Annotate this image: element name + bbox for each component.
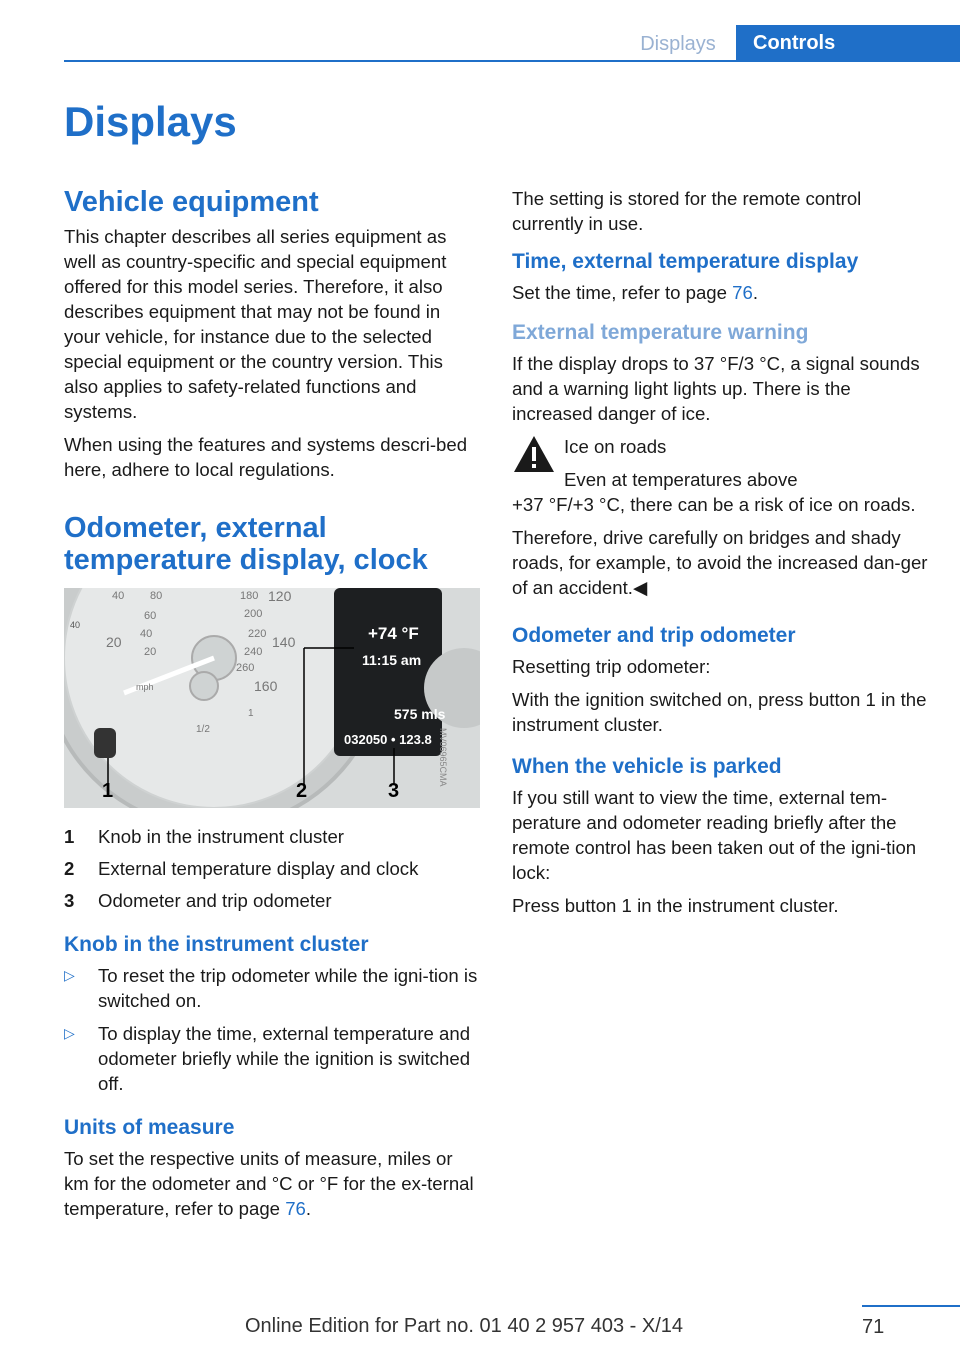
units-heading: Units of measure — [64, 1116, 235, 1139]
page-title: Displays — [64, 98, 237, 145]
gauge-num: 140 — [272, 634, 296, 650]
gauge-num: 40 — [140, 628, 153, 640]
figure-code: MV06965CMA — [438, 728, 448, 787]
gauge-num: 60 — [144, 610, 157, 622]
display-range: 575 mls — [394, 706, 446, 722]
right-column — [512, 186, 932, 926]
instrument-cluster-illustration — [64, 588, 480, 808]
header-section-label: Displays — [640, 33, 716, 55]
callout-1: 1 — [102, 780, 114, 802]
bullet-triangle-icon: ▷ — [64, 1025, 75, 1041]
gauge-num: 120 — [268, 588, 292, 604]
bullet-text: To display the time, external temperature and odometer briefly while the ignition is switched off. — [98, 1023, 471, 1094]
temperature-warning-paragraph: If the display drops to 37 °F/3 °C, a signal sounds and a warning light lights up. There is the increased danger of ice. — [512, 353, 920, 424]
display-temperature: +74 °F — [368, 624, 419, 643]
gauge-num: 220 — [248, 628, 267, 640]
page-number: 71 — [862, 1316, 885, 1338]
left-column — [64, 186, 480, 1229]
knob-heading: Knob in the instrument cluster — [64, 933, 369, 956]
temperature-warning-heading: External temperature warning — [512, 321, 809, 344]
units-end: . — [305, 1198, 312, 1219]
bullet-text: To reset the trip odometer while the igni‐tion is switched on. — [98, 965, 478, 1011]
gauge-num: 200 — [244, 608, 263, 620]
trip-odometer-heading: Odometer and trip odometer — [512, 624, 796, 647]
ice-warning-block — [512, 434, 932, 492]
gauge-num: 160 — [254, 678, 278, 694]
legend-number: 2 — [64, 858, 75, 879]
page-link[interactable]: 76 — [285, 1198, 306, 1219]
legend-text: External temperature display and clock — [98, 858, 419, 879]
gauge-num: 20 — [144, 646, 157, 658]
gauge-num: 80 — [150, 590, 163, 602]
warning-triangle-icon — [512, 434, 556, 474]
header-rule — [64, 60, 960, 62]
display-odometer: 032050 • 123.8 — [344, 732, 432, 747]
list-item — [64, 1021, 480, 1096]
ice-warning-title: Ice on roads — [564, 436, 667, 457]
vehicle-equipment-paragraph: This chapter describes all series equipment as well as country-specific and special equipment offered for this model series. Therefore, it also describes equipment that may not be found in your vehicle, for instance due to the selected special equipment or the country version. This also applies to safety-related functions and systems. — [64, 226, 447, 422]
callout-2: 2 — [296, 780, 308, 802]
gauge-num: 240 — [244, 646, 263, 658]
trip-odometer-instructions: With the ignition switched on, press button 1 in the instrument cluster. — [512, 689, 927, 735]
gauge-num: 180 — [240, 590, 259, 602]
vehicle-equipment-heading: Vehicle equipment — [64, 186, 319, 218]
legend-text: Odometer and trip odometer — [98, 890, 332, 911]
figure-legend — [64, 824, 480, 913]
odometer-heading: Odometer, external temperature display, clock — [64, 512, 428, 576]
gauge-num: 20 — [106, 634, 122, 650]
local-regulations-paragraph: When using the features and systems descri‐bed here, adhere to local regulations. — [64, 434, 468, 480]
legend-text: Knob in the instrument cluster — [98, 826, 344, 847]
footer-edition: Online Edition for Part no. 01 40 2 957 403 - X/14 — [244, 1315, 684, 1337]
gauge-num: 1 — [248, 708, 254, 719]
parked-heading: When the vehicle is parked — [512, 755, 782, 778]
ice-warning-text: +37 °F/+3 °C, there can be a risk of ice on roads. — [512, 494, 916, 515]
legend-item — [64, 888, 480, 913]
legend-item — [64, 856, 480, 881]
time-end: . — [752, 282, 759, 303]
footer-rule — [862, 1305, 960, 1307]
page-link[interactable]: 76 — [732, 282, 753, 303]
ice-warning-advice: Therefore, drive carefully on bridges and shady roads, for example, to avoid the increased dan‐ger of an accident.◀ — [512, 527, 928, 598]
time-text: Set the time, refer to page — [512, 282, 733, 303]
legend-number: 3 — [64, 890, 75, 911]
time-paragraph — [512, 280, 932, 305]
parked-instructions: Press button 1 in the instrument cluster. — [512, 895, 839, 916]
gauge-num: 1/2 — [196, 724, 210, 735]
units-text: To set the respective units of measure, miles or km for the odometer and °C or °F for the ex‐ternal temperature, refer to page — [64, 1148, 474, 1219]
parked-paragraph: If you still want to view the time, external tem‐perature and odometer reading briefly after the remote control has been taken out of the igni‐tion lock: — [512, 787, 917, 883]
callout-3: 3 — [388, 780, 400, 802]
ice-warning-header — [564, 434, 798, 492]
trip-odometer-paragraph: Resetting trip odometer: — [512, 656, 711, 677]
display-time: 11:15 am — [362, 652, 422, 668]
legend-item — [64, 824, 480, 849]
ice-warning-line: Even at temperatures above — [564, 469, 798, 490]
legend-number: 1 — [64, 826, 75, 847]
gauge-num: 40 — [112, 590, 125, 602]
gauge-unit: mph — [136, 682, 154, 692]
units-paragraph — [64, 1146, 480, 1221]
gauge-num: 40 — [70, 620, 81, 630]
instrument-cluster-figure — [64, 588, 480, 808]
bullet-triangle-icon: ▷ — [64, 967, 75, 983]
time-heading: Time, external temperature display — [512, 250, 859, 273]
stored-paragraph: The setting is stored for the remote control currently in use. — [512, 188, 862, 234]
gauge-num: 260 — [236, 662, 255, 674]
list-item — [64, 963, 480, 1013]
header-chapter-tab: Controls — [736, 25, 960, 62]
